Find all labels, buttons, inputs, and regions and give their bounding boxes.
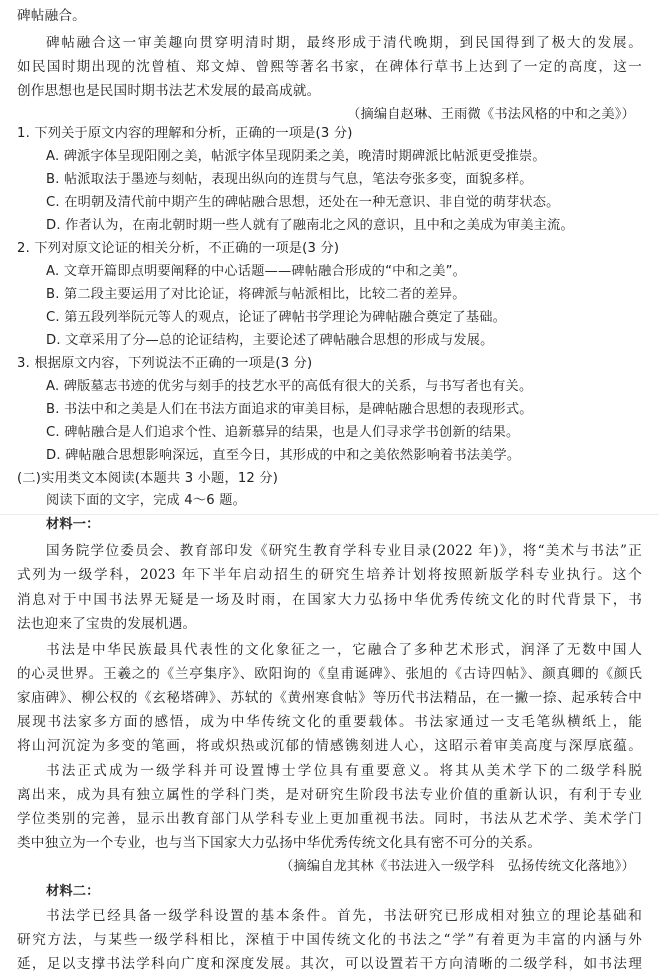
scan-seam-divider [0,514,659,515]
question-1-option-b[interactable]: B. 帖派取法于墨迹与刻帖，表现出纵向的连贯与气息，笔法夸张多变，面貌多样。 [46,172,533,187]
material-1-line: 的心灵世界。王羲之的《兰亭集序》、欧阳询的《皇甫诞碑》、张旭的《古诗四帖》、颜真卿的《颜氏 [17,666,642,682]
material-1-line: 将山河沉淀为多变的笔画，将或炽热或沉郁的情感镌刻进人心，这昭示着审美高度与深厚底蕴。 [17,738,642,754]
question-3-stem: 3. 根据原文内容，下列说法不正确的一项是(3 分) [17,356,313,371]
question-3-option-c[interactable]: C. 碑帖融合是人们追求个性、追新慕异的结果，也是人们寻求学书创新的结果。 [46,425,520,440]
passage-line: 如民国时期出现的沈曾植、郑文焯、曾熙等著名书家，在碑体行草书上达到了一定的高度，这一 [17,59,642,75]
question-2-stem: 2. 下列对原文论证的相关分析，不正确的一项是(3 分) [17,241,340,256]
section-2-instruction: 阅读下面的文字，完成 4～6 题。 [46,493,247,508]
material-1-label: 材料一： [46,517,100,532]
question-3-option-d[interactable]: D. 碑帖融合思想影响深远，直至今日，其形成的中和之美依然影响着书法美学。 [46,448,521,463]
material-1-line: 消息对于中国书法界无疑是一场及时雨，在国家大力弘扬中华优秀传统文化的时代背景下，书 [17,592,642,608]
question-3-option-b[interactable]: B. 书法中和之美是人们在书法方面追求的审美目标，是碑帖融合思想的表现形式。 [46,402,533,417]
material-2-label: 材料二： [46,884,100,899]
material-1-line: 离出来，成为具有独立属性的学科门类，是对研究生阶段书法专业价值的重新认识，有利于专业 [17,787,642,803]
material-1-line: 展现书法家多方面的感悟，成为中华传统文化的重要载体。书法家通过一支毛笔纵横纸上，能 [17,714,642,730]
question-1-option-c[interactable]: C. 在明朝及清代前中期产生的碑帖融合思想，还处在一种无意识、非自觉的萌芽状态。 [46,195,560,210]
passage-source: （摘编自赵琳、王雨微《书法风格的中和之美》） [347,107,635,122]
material-1-line: 类中独立为一个专业，也与当下国家大力弘扬中华优秀传统文化具有密不可分的关系。 [17,835,542,851]
material-1-line: 国务院学位委员会、教育部印发《研究生教育学科专业目录(2022 年)》，将“美术与书法”正 [46,543,642,559]
question-3-option-a[interactable]: A. 碑版墓志书迹的优劣与刻手的技艺水平的高低有很大的关系，与书写者也有关。 [46,379,533,394]
passage-line: 创作思想也是民国时期书法艺术发展的最高成就。 [17,83,321,99]
material-1-line: 书法正式成为一级学科并可设置博士学位具有重要意义。将其从美术学下的二级学科脱 [46,763,642,779]
material-1-source: （摘编自龙其林《书法进入一级学科 弘扬传统文化落地》） [280,859,635,874]
material-1-line: 家庙碑》、柳公权的《玄秘塔碑》、苏轼的《黄州寒食帖》等历代书法精品，在一撇一捺、起承转合中 [17,690,642,706]
question-2-option-c[interactable]: C. 第五段列举阮元等人的观点，论证了碑帖书学理论为碑帖融合奠定了基础。 [46,310,506,325]
question-2-option-a[interactable]: A. 文章开篇即点明要阐释的中心话题——碑帖融合形成的“中和之美”。 [46,264,467,279]
passage-line: 碑帖融合这一审美趣向贯穿明清时期，最终形成于清代晚期，到民国得到了极大的发展。 [46,35,642,51]
material-2-line: 研究方法，与某些一级学科相比，深植于中国传统文化的书法之“学”有着更为丰富的内涵与外 [17,932,642,948]
material-2-line: 书法学已经具备一级学科设置的基本条件。首先，书法研究已形成相对独立的理论基础和 [46,908,642,924]
material-1-line: 书法是中华民族最具代表性的文化象征之一，它融合了多种艺术形式，润泽了无数中国人 [46,642,642,658]
material-1-line: 学位类别的完善，显示出教育部门从学科专业上更加重视书法。同时，书法从艺术学、美术学门 [17,811,642,827]
question-1-option-a[interactable]: A. 碑派字体呈现阳刚之美，帖派字体呈现阴柔之美，晚清时期碑派比帖派更受推崇。 [46,149,546,164]
material-1-line: 式列为一级学科，2023 年下半年启动招生的研究生培养计划将按照新版学科专业执行。这个 [17,567,642,583]
passage-tail: 碑帖融合。 [17,8,86,24]
question-2-option-b[interactable]: B. 第二段主要运用了对比论证，将碑派与帖派相比，比较二者的差异。 [46,287,466,302]
section-2-heading: (二)实用类文本阅读(本题共 3 小题，12 分) [17,471,279,486]
question-1-option-d[interactable]: D. 作者认为，在南北朝时期一些人就有了融南北之风的意识，且中和之美成为审美主流。 [46,218,574,233]
material-1-line: 法也迎来了宝贵的发展机遇。 [17,616,197,632]
material-2-line: 延，足以支撑书法学科向广度和深度发展。其次，可以设置若干方向清晰的二级学科，如书法理 [17,956,642,972]
question-1-stem: 1. 下列关于原文内容的理解和分析，正确的一项是(3 分) [17,126,353,141]
question-2-option-d[interactable]: D. 文章采用了分—总的论证结构，主要论述了碑帖融合思想的形成与发展。 [46,333,494,348]
